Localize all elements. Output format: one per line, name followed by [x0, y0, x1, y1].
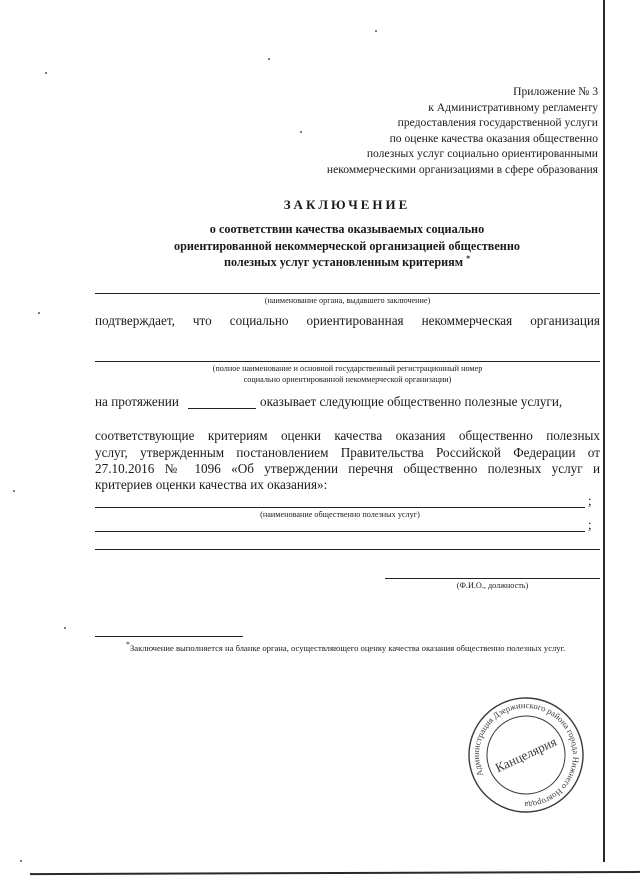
- scan-speck: [38, 312, 40, 314]
- semicolon: ;: [588, 517, 592, 532]
- subtitle-line: [54, 254, 640, 271]
- issuer-caption: (наименование органа, выдавшего заключение): [264, 296, 431, 305]
- subtitle-line-text: полезных услуг установленным критериям: [223, 255, 464, 270]
- during-prefix: на протяжении: [95, 394, 179, 409]
- footnote-separator: [95, 636, 243, 637]
- appendix-line: предоставления государственной услуги: [397, 116, 598, 130]
- service-field-line: [95, 549, 600, 550]
- footnote: [126, 640, 566, 653]
- organization-field-line: [95, 361, 600, 362]
- paragraph-line: 27.10.2016 № 1096 «Об утверждении перечня общественно полезных услуг и: [95, 461, 600, 476]
- paragraph-line: критериев оценки качества их оказания»:: [95, 477, 328, 492]
- footnote-marker: *: [466, 254, 471, 264]
- document-title: ЗАКЛЮЧЕНИЕ: [283, 197, 411, 212]
- footnote-text: Заключение выполняется на бланке органа, осуществляющего оценку качества оказания общественно полезных услуг.: [130, 643, 566, 653]
- footnote-mark: *: [126, 640, 130, 649]
- period-field-line: [188, 408, 256, 409]
- semicolon: ;: [588, 493, 592, 508]
- service-field-line: [95, 531, 585, 532]
- scan-speck: [20, 860, 22, 862]
- subtitle-line: о соответствии качества оказываемых социально: [209, 222, 485, 236]
- organization-caption-line1: (полное наименование и основной государственный регистрационный номер: [212, 364, 483, 373]
- scan-speck: [268, 58, 270, 60]
- appendix-line: к Административному регламенту: [428, 100, 598, 114]
- scan-edge-bottom: [30, 871, 640, 875]
- organization-caption-line2: социально ориентированной некоммерческой организации): [243, 375, 452, 384]
- scan-speck: [375, 30, 377, 32]
- service-field-line: [95, 507, 585, 508]
- scan-speck: [64, 627, 66, 629]
- subtitle-line: ориентированной некоммерческой организацией общественно: [174, 238, 520, 253]
- paragraph-line: соответствующие критериям оценки качества оказания общественно полезных: [95, 428, 600, 443]
- appendix-line: некоммерческими организациями в сфере образования: [326, 162, 598, 176]
- scan-edge-right: [603, 0, 605, 862]
- appendix-line: Приложение № 3: [513, 85, 598, 98]
- paragraph-line: услуг, утвержденным постановлением Правительства Российской Федерации от: [95, 445, 600, 460]
- signature-caption: (Ф.И.О., должность): [456, 581, 529, 590]
- scan-speck: [300, 131, 302, 133]
- scan-speck: [45, 72, 47, 74]
- appendix-header: [327, 84, 598, 178]
- issuer-field-line: [95, 293, 600, 294]
- document-subtitle: [0, 221, 640, 271]
- office-stamp: [466, 695, 586, 815]
- scan-speck: [13, 490, 15, 492]
- services-caption: (наименование общественно полезных услуг): [260, 510, 420, 519]
- stamp-ring-text: Администрация Дзержинского района города Нижнего Новгорода: [470, 699, 582, 811]
- stamp-center-text: Канцелярия: [492, 733, 559, 776]
- appendix-line: полезных услуг социально ориентированными: [366, 147, 598, 161]
- confirms-text: подтверждает, что социально ориентированная некоммерческая организация: [95, 313, 600, 328]
- during-suffix: оказывает следующие общественно полезные услуги,: [260, 394, 563, 409]
- signature-field-line: [385, 578, 600, 579]
- appendix-line: по оценке качества оказания общественно: [389, 131, 598, 145]
